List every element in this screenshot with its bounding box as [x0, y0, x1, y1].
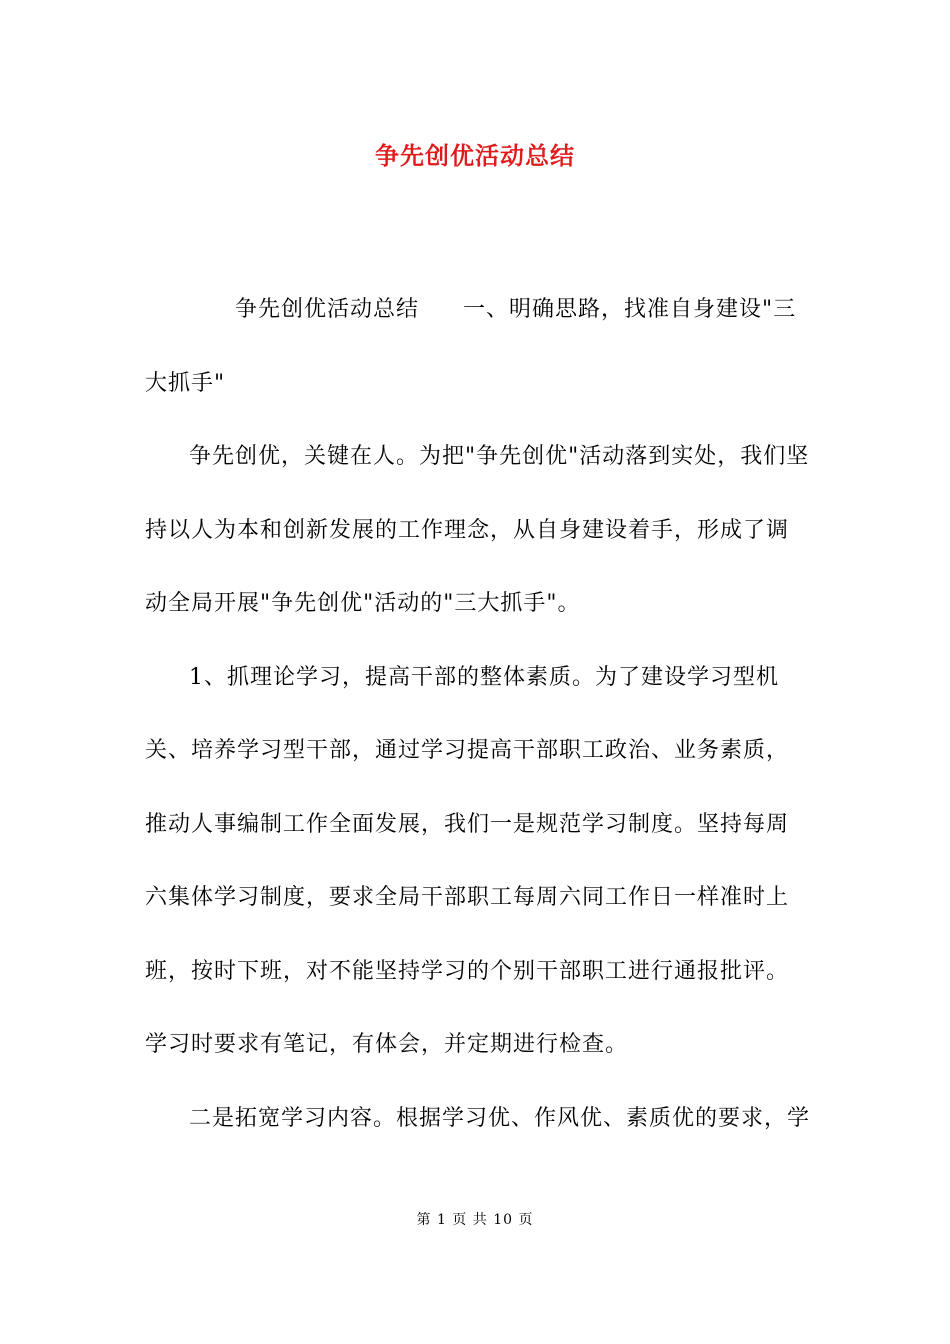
document-title: 争先创优活动总结 [375, 141, 575, 170]
intro-paragraph [145, 273, 810, 420]
document-body [145, 273, 810, 1155]
page-number-footer: 第 1 页 共 10 页 [416, 1212, 534, 1228]
body-paragraph-1: 争先创优，关键在人。为把"争先创优"活动落到实处，我们坚持以人为本和创新发展的工作理念，从自身建设着手，形成了调动全局开展"争先创优"活动的"三大抓手"。 [145, 444, 810, 616]
body-paragraph-2: 1、抓理论学习，提高干部的整体素质。为了建设学习型机关、培养学习型干部，通过学习提高干部职工政治、业务素质，推动人事编制工作全面发展，我们一是规范学习制度。坚持每周六集体学习制度，要求全局干部职工每周六同工作日一样准时上班，按时下班，对不能坚持学习的个别干部职工进行通报批评。学习时要求有笔记，有体会，并定期进行检查。 [145, 664, 790, 1057]
section-heading: 一、明确思路，找准自身建设"三大抓手" [145, 297, 797, 396]
body-paragraph-3: 二是拓宽学习内容。根据学习优、作风优、素质优的要求，学 [189, 1105, 811, 1131]
intro-heading: 争先创优活动总结 [235, 297, 420, 322]
